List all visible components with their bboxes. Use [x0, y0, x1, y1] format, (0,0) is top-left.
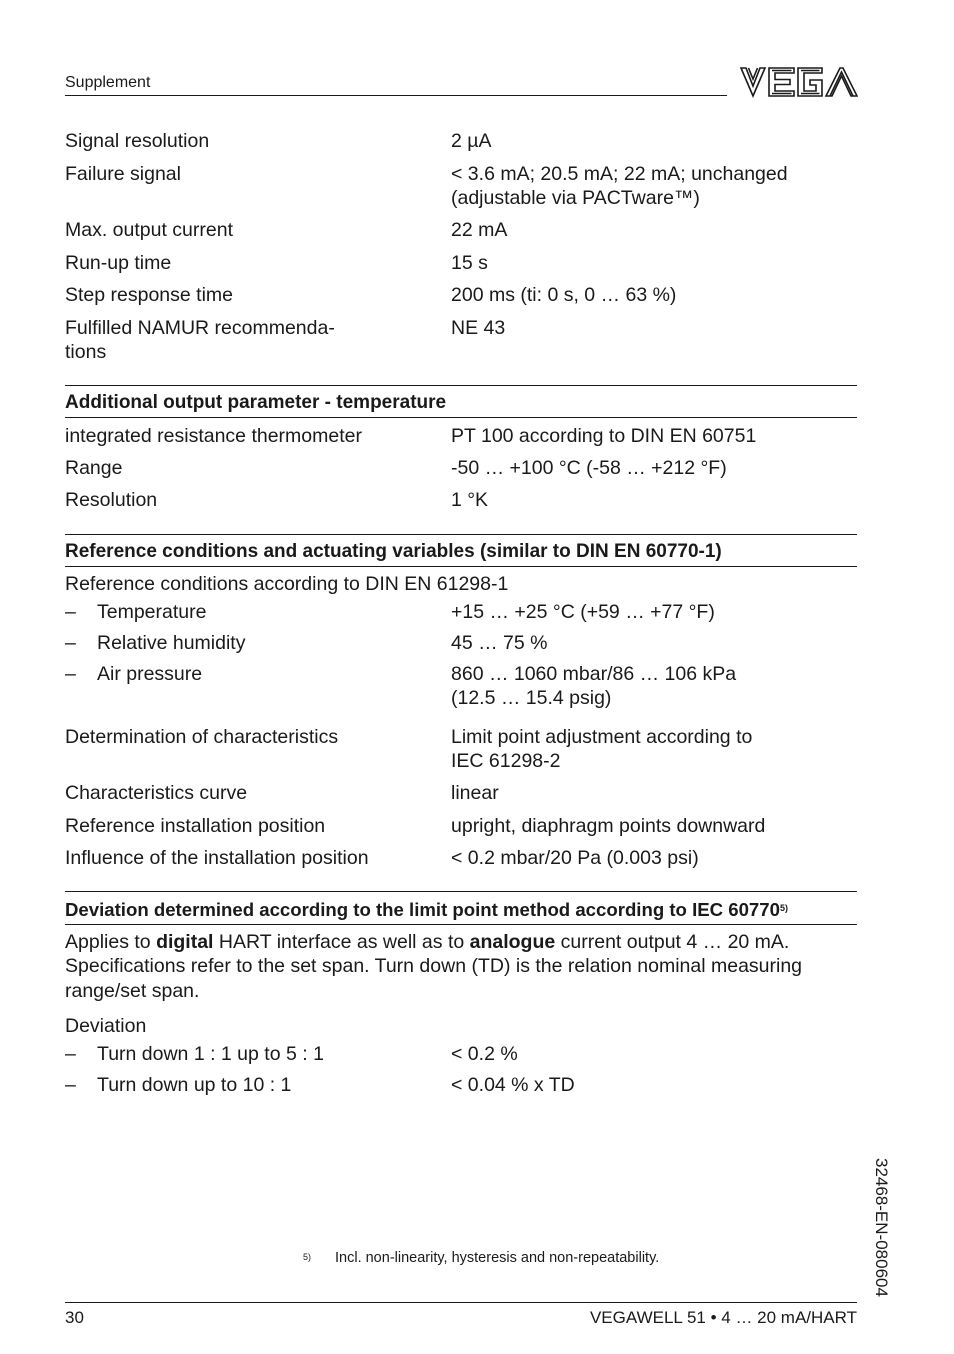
row-value: 15 s — [451, 252, 488, 274]
row-value: < 0.2 mbar/20 Pa (0.003 psi) — [451, 847, 699, 869]
heading-text: Deviation determined according to the limit point method according to IEC 60770 — [65, 899, 780, 920]
paragraph-line: Specifications refer to the set span. Turn down (TD) is the relation nominal measuring — [65, 955, 803, 977]
text-run-bold: analogue — [469, 931, 556, 953]
section-rule-top — [65, 891, 857, 892]
row-label: Resolution — [65, 489, 158, 511]
footnote-ref: 5) — [779, 903, 788, 913]
row-value-cont: IEC 61298-2 — [451, 750, 561, 772]
list-item-label: Turn down up to 10 : 1 — [97, 1074, 292, 1096]
paragraph-line: range/set span. — [65, 980, 200, 1002]
running-header: Supplement — [65, 74, 151, 91]
list-item-value: < 0.2 % — [451, 1043, 518, 1065]
list-item-value: +15 … +25 °C (+59 … +77 °F) — [451, 601, 715, 623]
list-item-value: 860 … 1060 mbar/86 … 106 kPa — [451, 663, 737, 685]
text-run: current output 4 … 20 mA. — [555, 931, 790, 953]
header-rule — [65, 95, 727, 96]
vega-logo — [740, 66, 858, 98]
row-label: Influence of the installation position — [65, 847, 369, 869]
row-value: 22 mA — [451, 219, 508, 241]
footnote-mark: 5) — [303, 1252, 312, 1262]
list-dash: – — [65, 632, 76, 654]
deviation-label: Deviation — [65, 1015, 147, 1037]
section-heading-temperature: Additional output parameter - temperature — [65, 392, 447, 413]
section-rule-bottom — [65, 417, 857, 418]
row-value-cont: (adjustable via PACTware™) — [451, 187, 700, 209]
document-code: 32468-EN-080604 — [872, 1158, 891, 1297]
paragraph-line — [65, 930, 789, 954]
section-heading-reference: Reference conditions and actuating variables (similar to DIN EN 60770-1) — [65, 541, 722, 562]
reference-intro: Reference conditions according to DIN EN 61298-1 — [65, 573, 509, 595]
footer-rule — [65, 1302, 857, 1303]
row-value: 2 µA — [451, 130, 492, 152]
list-item-value: < 0.04 % x TD — [451, 1074, 575, 1096]
row-value: 200 ms (ti: 0 s, 0 … 63 %) — [451, 284, 677, 306]
section-rule-bottom — [65, 924, 857, 925]
row-value: Limit point adjustment according to — [451, 726, 753, 748]
list-item-label: Air pressure — [97, 663, 203, 685]
row-label: integrated resistance thermometer — [65, 425, 362, 447]
list-item-label: Temperature — [97, 601, 207, 623]
list-item-value-cont: (12.5 … 15.4 psig) — [451, 687, 612, 709]
row-label: Step response time — [65, 284, 234, 306]
text-run-bold: digital — [156, 931, 214, 953]
row-label-cont: tions — [65, 341, 107, 363]
row-value: NE 43 — [451, 317, 506, 339]
list-item-label: Relative humidity — [97, 632, 246, 654]
row-value: linear — [451, 782, 499, 804]
row-label: Characteristics curve — [65, 782, 248, 804]
row-value: 1 °K — [451, 489, 489, 511]
section-rule-top — [65, 534, 857, 535]
row-label: Signal resolution — [65, 130, 210, 152]
list-dash: – — [65, 1043, 76, 1065]
row-value: -50 … +100 °C (-58 … +212 °F) — [451, 457, 727, 479]
section-rule-bottom — [65, 566, 857, 567]
list-dash: – — [65, 1074, 76, 1096]
text-run: Applies to — [65, 931, 157, 953]
row-label: Fulfilled NAMUR recommenda- — [65, 317, 335, 339]
text-run: HART interface as well as to — [213, 931, 470, 953]
row-label: Failure signal — [65, 163, 181, 185]
list-item-value: 45 … 75 % — [451, 632, 548, 654]
row-label: Determination of characteristics — [65, 726, 339, 748]
section-heading-deviation — [65, 898, 788, 922]
list-dash: – — [65, 663, 76, 685]
list-item-label: Turn down 1 : 1 up to 5 : 1 — [97, 1043, 324, 1065]
row-label: Run-up time — [65, 252, 172, 274]
list-dash: – — [65, 601, 76, 623]
page-number: 30 — [65, 1308, 84, 1327]
row-label: Max. output current — [65, 219, 233, 241]
product-name: VEGAWELL 51 • 4 … 20 mA/HART — [589, 1308, 857, 1327]
row-value: PT 100 according to DIN EN 60751 — [451, 425, 757, 447]
row-label: Reference installation position — [65, 815, 326, 837]
section-rule-top — [65, 385, 857, 386]
row-label: Range — [65, 457, 123, 479]
footnote-text: Incl. non-linearity, hysteresis and non-repeatability. — [335, 1250, 660, 1266]
row-value: < 3.6 mA; 20.5 mA; 22 mA; unchanged — [451, 163, 788, 185]
row-value: upright, diaphragm points downward — [451, 815, 766, 837]
